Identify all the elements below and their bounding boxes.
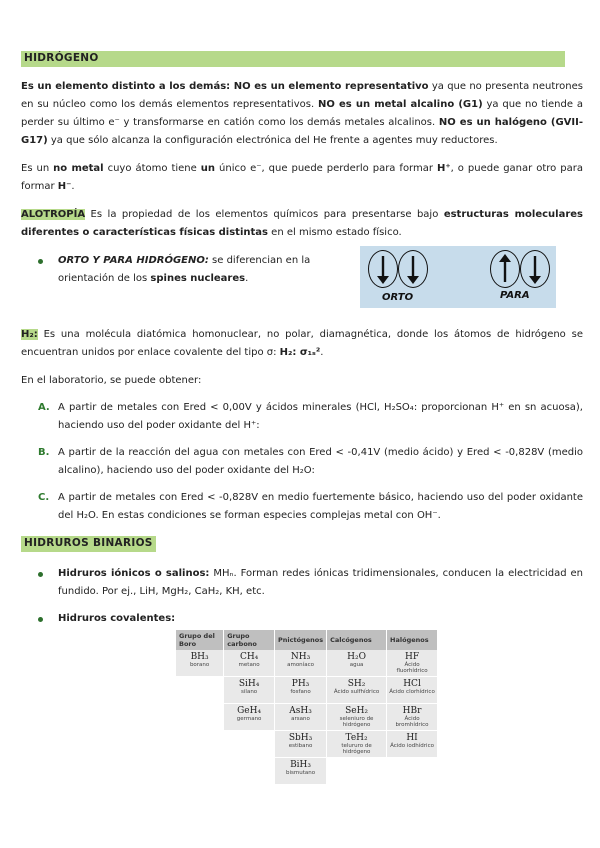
table-cell bbox=[387, 650, 438, 677]
nometal-bold-4: H⁻ bbox=[57, 181, 72, 192]
covalentes-paragraph bbox=[58, 610, 358, 628]
section-title: HIDRÓGENO bbox=[24, 52, 99, 64]
orto-pre: se diferencian en la orientación de los bbox=[58, 255, 311, 284]
table-header: Calcógenos bbox=[327, 630, 387, 650]
para-circle-2 bbox=[520, 250, 550, 288]
orto-circle-1 bbox=[368, 250, 398, 288]
hydride-name: telururo de hidrógeno bbox=[341, 743, 372, 755]
table-cell bbox=[327, 677, 387, 704]
hydride-name: borano bbox=[189, 662, 210, 668]
method-a-text: A partir de metales con Ered < 0,00V y ácidos minerales (HCl, H₂SO₄: proporcionan H⁺ en sn acuosa), haciendo uso del poder oxidante del H⁺: bbox=[58, 402, 583, 431]
intro-bold-3: NO es un halógeno (GVII-G17) bbox=[21, 117, 583, 146]
table-row bbox=[176, 677, 438, 704]
hydride-name: agua bbox=[349, 662, 364, 668]
table-header: Grupo del Boro bbox=[176, 630, 224, 650]
intro-text-1: ya que no presenta neutrones en su núcleo como los demás elementos representativos. bbox=[21, 81, 583, 110]
table-cell bbox=[327, 758, 387, 785]
orto-end: . bbox=[245, 273, 249, 284]
table-row bbox=[176, 758, 438, 785]
nometal-pre: Es un bbox=[21, 163, 54, 174]
table-cell bbox=[387, 704, 438, 731]
h2-paragraph bbox=[21, 326, 583, 362]
orto-bold-2: spines nucleares bbox=[150, 273, 246, 284]
method-c-text: A partir de metales con Ered < -0,828V en medio fuertemente básico, haciendo uso del poder oxidante del H₂O. En estas condiciones se forman especies complejas metal con OH⁻. bbox=[58, 492, 583, 521]
table-cell bbox=[224, 758, 275, 785]
hydride-formula: HCl bbox=[403, 679, 421, 689]
hydrides-table bbox=[176, 630, 438, 785]
bullet-orto-para bbox=[38, 259, 43, 264]
table-cell bbox=[327, 650, 387, 677]
table-row bbox=[176, 650, 438, 677]
hydride-name: estibano bbox=[288, 743, 313, 749]
hydride-name: Ácido clorhídrico bbox=[389, 689, 435, 695]
table-header: Pnictógenos bbox=[275, 630, 327, 650]
hydride-name: Ácido bromhídrico bbox=[395, 716, 429, 728]
table-header: Grupo carbono bbox=[224, 630, 275, 650]
intro-bold-1: Es un elemento distinto a los demás: NO es un elemento representativo bbox=[21, 81, 429, 92]
hydride-name: Ácido iodhídrico bbox=[390, 743, 434, 749]
arrow-up-icon bbox=[491, 251, 519, 287]
hydride-name: metano bbox=[238, 662, 260, 668]
method-letter-b: B. bbox=[38, 447, 50, 458]
hydride-formula: HBr bbox=[402, 706, 422, 716]
hydride-name: amoníaco bbox=[287, 662, 314, 668]
spin-diagram bbox=[360, 246, 556, 308]
table-cell bbox=[176, 758, 224, 785]
table-cell bbox=[275, 650, 327, 677]
hydride-name: seleniuro de hidrógeno bbox=[339, 716, 374, 728]
alotropia-end: en el mismo estado físico. bbox=[268, 227, 402, 238]
hydride-formula: SH₂ bbox=[347, 679, 366, 689]
hydride-formula: H₂O bbox=[347, 652, 366, 662]
hydride-name: fosfano bbox=[290, 689, 311, 695]
table-cell bbox=[224, 704, 275, 731]
nometal-end: . bbox=[71, 181, 75, 192]
h2-text: Es una molécula diatómica homonuclear, no polar, diamagnética, donde los átomos de hidrógeno se encuentran unidos por enlace covalente del tipo σ: bbox=[21, 329, 583, 358]
hydride-formula: SeH₂ bbox=[345, 706, 369, 716]
alotropia-pre: Es la propiedad de los elementos químicos para presentarse bajo bbox=[85, 209, 444, 220]
orto-bold: ORTO Y PARA HIDRÓGENO: bbox=[58, 255, 209, 266]
hydride-formula: GeH₄ bbox=[237, 706, 262, 716]
section-header-hidrogeno bbox=[21, 51, 565, 67]
arrow-down-icon bbox=[369, 251, 397, 287]
h2-formula: H₂: σ₁ₛ² bbox=[279, 347, 321, 358]
alotropia-paragraph bbox=[21, 206, 583, 242]
method-letter-a: A. bbox=[38, 402, 50, 413]
hydride-name: Ácido sulfhídrico bbox=[333, 689, 380, 695]
hydride-formula: SiH₄ bbox=[238, 679, 260, 689]
bullet-covalentes bbox=[38, 617, 43, 622]
hydride-formula: BiH₃ bbox=[290, 760, 312, 770]
table-row bbox=[176, 731, 438, 758]
table-cell bbox=[176, 677, 224, 704]
intro-text-2: ya que no tiende a perder su último e⁻ y transformarse en catión como los demás metales alcalinos. bbox=[21, 99, 583, 128]
hydride-formula: PH₃ bbox=[291, 679, 310, 689]
covalentes-bold: Hidruros covalentes: bbox=[58, 613, 176, 624]
nometal-mid-1: cuyo átomo tiene bbox=[103, 163, 201, 174]
orto-para-paragraph bbox=[58, 252, 354, 288]
table-header-row bbox=[176, 630, 438, 650]
table-cell bbox=[327, 731, 387, 758]
para-circle-1 bbox=[490, 250, 520, 288]
lab-paragraph: En el laboratorio, se puede obtener: bbox=[21, 375, 202, 386]
method-b-text: A partir de la reacción del agua con metales con Ered < -0,41V (medio ácido) y Ered < -0,828V (medio alcalino), haciendo uso del poder oxidante del H₂O: bbox=[58, 447, 583, 476]
hydride-formula: CH₄ bbox=[239, 652, 259, 662]
hydride-formula: BH₃ bbox=[190, 652, 209, 662]
hydride-formula: HI bbox=[406, 733, 418, 743]
hydride-name: germano bbox=[236, 716, 262, 722]
nometal-mid-3: , o puede ganar otro para formar bbox=[21, 163, 583, 192]
hydride-name: Ácido fluorhídrico bbox=[396, 662, 428, 674]
table-cell bbox=[176, 704, 224, 731]
hydride-formula: TeH₂ bbox=[345, 733, 368, 743]
hydride-formula: NH₃ bbox=[290, 652, 311, 662]
hydride-name: bismutano bbox=[285, 770, 316, 776]
nometal-bold-1: no metal bbox=[53, 163, 104, 174]
table-row bbox=[176, 704, 438, 731]
table-cell bbox=[327, 704, 387, 731]
ionicos-text: MHₙ. Forman redes iónicas tridimensionales, conducen la electricidad en fundido. Por ej., LiH, MgH₂, CaH₂, KH, etc. bbox=[58, 568, 583, 597]
table-cell bbox=[275, 731, 327, 758]
alotropia-bold: estructuras moleculares diferentes o características físicas distintas bbox=[21, 209, 583, 238]
intro-text-3: ya que sólo alcanza la configuración electrónica del He frente a agentes muy reductores. bbox=[47, 135, 498, 146]
h2-end: . bbox=[320, 347, 324, 358]
table-cell bbox=[176, 650, 224, 677]
orto-circle-2 bbox=[398, 250, 428, 288]
table-cell bbox=[275, 677, 327, 704]
table-cell bbox=[275, 758, 327, 785]
table-cell bbox=[224, 731, 275, 758]
nometal-bold-2: un bbox=[200, 163, 216, 174]
method-letter-c: C. bbox=[38, 492, 50, 503]
orto-label: ORTO bbox=[382, 292, 414, 303]
ionicos-bold: Hidruros iónicos o salinos: bbox=[58, 568, 210, 579]
nometal-bold-3: H⁺ bbox=[436, 163, 451, 174]
table-cell bbox=[176, 731, 224, 758]
para-label: PARA bbox=[500, 290, 530, 301]
hydride-name: arsano bbox=[291, 716, 310, 722]
hydride-formula: SbH₃ bbox=[288, 733, 313, 743]
table-cell bbox=[224, 677, 275, 704]
ionicos-paragraph bbox=[58, 565, 583, 601]
h2-label: H₂: bbox=[21, 329, 38, 340]
hydride-name: silano bbox=[241, 689, 258, 695]
table-header: Halógenos bbox=[387, 630, 438, 650]
alotropia-label: ALOTROPÍA bbox=[21, 209, 86, 220]
table-cell bbox=[387, 758, 438, 785]
nometal-mid-2: único e⁻, que puede perderlo para formar bbox=[215, 163, 437, 174]
intro-paragraph bbox=[21, 78, 583, 150]
arrow-down-icon bbox=[521, 251, 549, 287]
table-cell bbox=[275, 704, 327, 731]
table-cell bbox=[387, 731, 438, 758]
hydride-formula: AsH₃ bbox=[289, 706, 312, 716]
intro-bold-2: NO es un metal alcalino (G1) bbox=[317, 99, 483, 110]
section-title-2: HIDRUROS BINARIOS bbox=[24, 537, 153, 549]
nometal-paragraph bbox=[21, 160, 583, 196]
hydride-formula: HF bbox=[404, 652, 420, 662]
section-header-hidruros bbox=[21, 536, 156, 552]
table-cell bbox=[387, 677, 438, 704]
arrow-down-icon bbox=[399, 251, 427, 287]
table-cell bbox=[224, 650, 275, 677]
bullet-ionicos bbox=[38, 572, 43, 577]
